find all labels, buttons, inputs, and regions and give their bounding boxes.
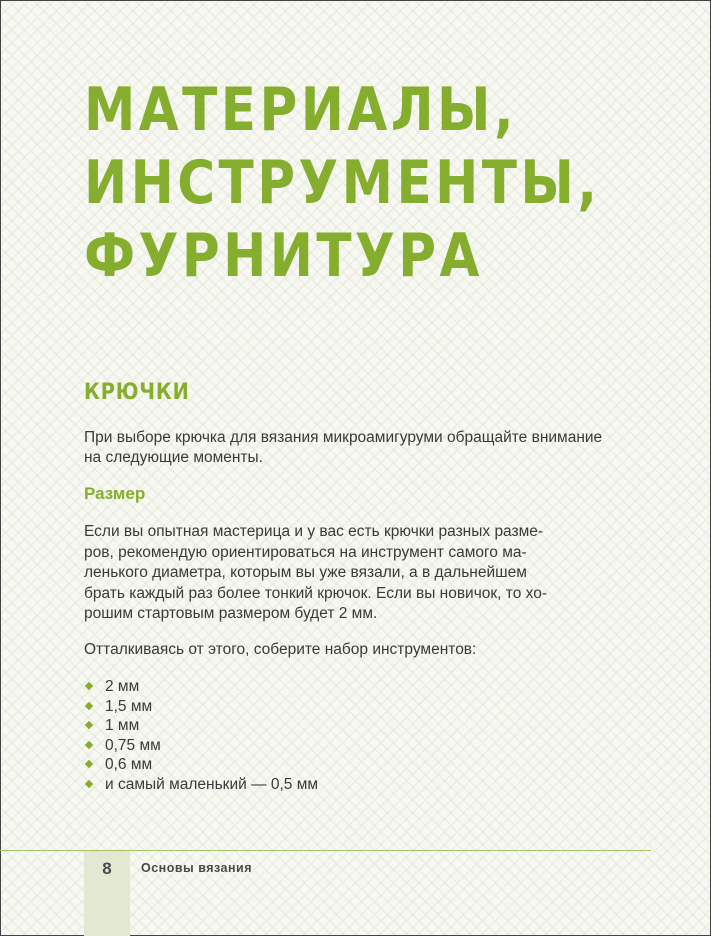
diamond-bullet-icon xyxy=(85,760,93,768)
list-item-text: и самый маленький — 0,5 мм xyxy=(105,775,319,793)
list-item-text: 0,75 мм xyxy=(105,736,161,754)
subheading: Размер xyxy=(84,484,146,503)
page-title-line: ФУРНИТУРА xyxy=(84,221,483,291)
body-line: ров, рекомендую ориентироваться на инструмент самого ма- xyxy=(84,543,527,561)
list-item xyxy=(84,755,318,775)
hook-size-list xyxy=(84,677,318,794)
list-item xyxy=(84,677,318,697)
list-item-text: 0,6 мм xyxy=(105,756,153,773)
running-footer: Основы вязания xyxy=(141,861,253,875)
list-item-text: 1,5 мм xyxy=(105,697,153,715)
diamond-bullet-icon xyxy=(85,701,93,709)
diamond-bullet-icon xyxy=(85,779,93,787)
body-paragraph xyxy=(84,522,604,625)
body-line: брать каждый раз более тонкий крючок. Если вы новичок, то хо- xyxy=(84,584,548,602)
list-item xyxy=(84,697,318,717)
page-title xyxy=(84,74,600,293)
intro-paragraph: При выборе крючка для вязания микроамигуруми обращайте внимание на следующие моменты. xyxy=(84,429,603,466)
body-line: Если вы опытная мастерица и у вас есть крючки разных разме- xyxy=(84,523,544,540)
list-intro: Отталкиваясь от этого, соберите набор инструментов: xyxy=(84,641,477,658)
list-item xyxy=(84,716,318,736)
list-item xyxy=(84,775,318,795)
diamond-bullet-icon xyxy=(85,740,93,748)
list-item-text: 2 мм xyxy=(105,678,140,695)
diamond-bullet-icon xyxy=(85,682,93,690)
body-line: рошим стартовым размером будет 2 мм. xyxy=(84,605,378,622)
page-title-line: МАТЕРИАЛЫ, xyxy=(84,75,517,145)
diamond-bullet-icon xyxy=(85,721,93,729)
list-item xyxy=(84,736,318,756)
page-number-tab xyxy=(84,851,130,936)
page-title-line: ИНСТРУМЕНТЫ, xyxy=(84,148,601,218)
body-line: ленького диаметра, которым вы уже вязали, а в дальнейшем xyxy=(84,564,527,581)
list-item-text: 1 мм xyxy=(105,717,140,734)
section-heading: КРЮЧКИ xyxy=(84,380,190,405)
page-number: 8 xyxy=(102,859,112,878)
